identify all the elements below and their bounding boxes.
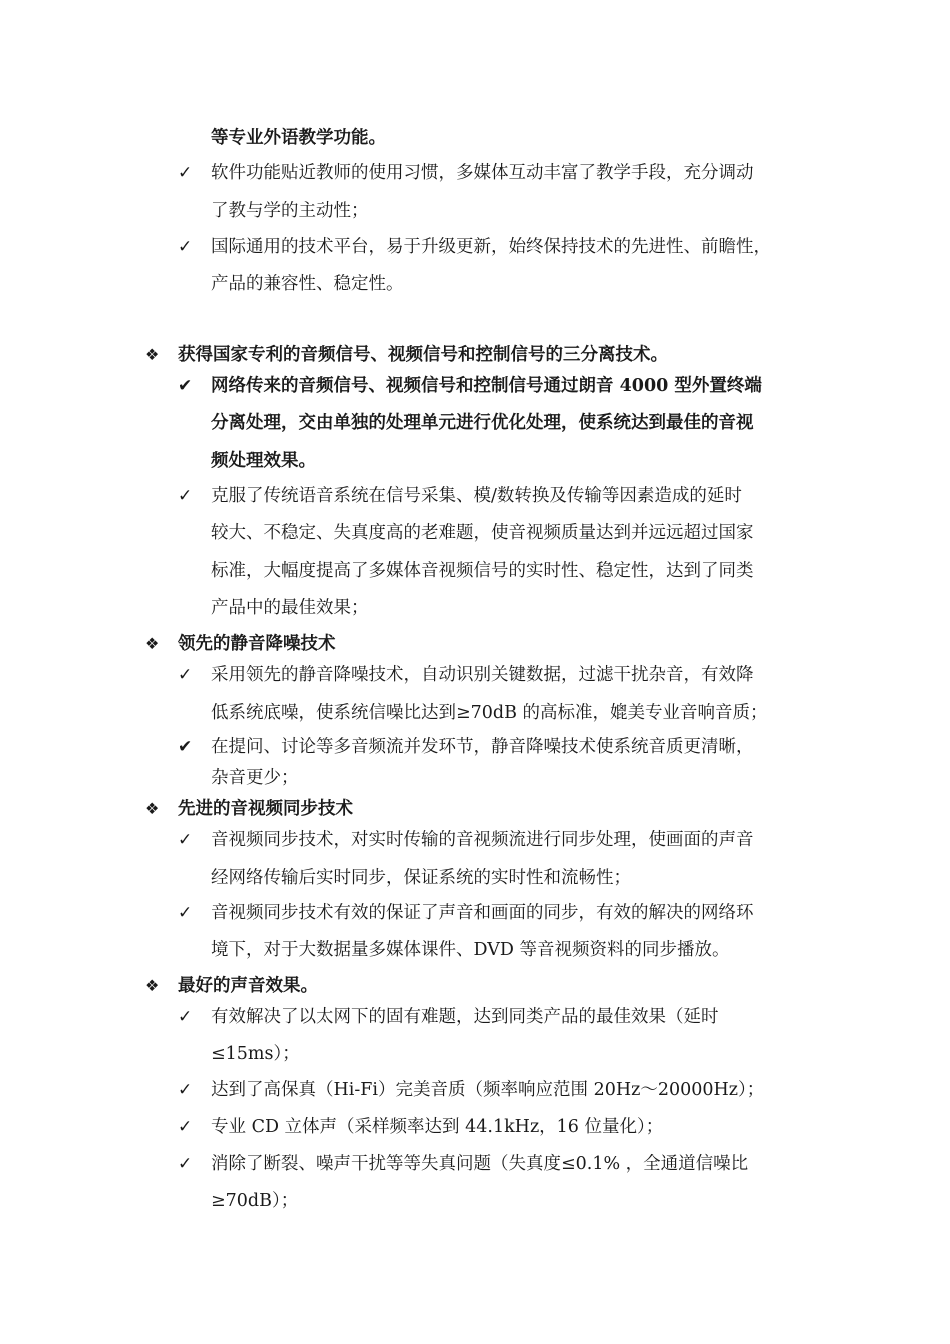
check-icon: ✓ bbox=[178, 237, 193, 257]
diamond-icon: ❖ bbox=[145, 799, 160, 818]
check-bold-icon: ✔ bbox=[178, 376, 193, 396]
bullet-line: 有效解决了以太网下的固有难题，达到同类产品的最佳效果（延时 bbox=[211, 1007, 719, 1027]
bullet-line: 达到了高保真（Hi-Fi）完美音质（频率响应范围 20Hz～20000Hz）； bbox=[211, 1080, 765, 1100]
bullet-line: 产品中的最佳效果； bbox=[211, 598, 369, 618]
check-icon: ✓ bbox=[178, 1007, 193, 1027]
bullet-line: 频处理效果。 bbox=[211, 451, 316, 471]
check-icon: ✓ bbox=[178, 1080, 193, 1100]
bullet-line: 产品的兼容性、稳定性。 bbox=[211, 274, 404, 294]
bullet-line: 国际通用的技术平台，易于升级更新，始终保持技术的先进性、前瞻性， bbox=[211, 237, 771, 257]
diamond-icon: ❖ bbox=[145, 345, 160, 364]
bullet-line: 在提问、讨论等多音频流并发环节，静音降噪技术使系统音质更清晰， bbox=[211, 737, 754, 757]
bullet-line: 经网络传输后实时同步，保证系统的实时性和流畅性； bbox=[211, 868, 631, 888]
check-icon: ✓ bbox=[178, 903, 193, 923]
check-icon: ✓ bbox=[178, 665, 193, 685]
bullet-line: 较大、不稳定、失真度高的老难题，使音视频质量达到并远远超过国家 bbox=[211, 523, 754, 543]
bullet-line: 软件功能贴近教师的使用习惯，多媒体互动丰富了教学手段，充分调动 bbox=[211, 163, 754, 183]
bullet-line: 分离处理，交由单独的处理单元进行优化处理，使系统达到最佳的音视 bbox=[211, 413, 754, 433]
bullet-line: 专业 CD 立体声（采样频率达到 44.1kHz，16 位量化）； bbox=[211, 1117, 664, 1137]
diamond-icon: ❖ bbox=[145, 976, 160, 995]
bullet-line: 低系统底噪，使系统信噪比达到≥70dB 的高标准，媲美专业音响音质； bbox=[211, 703, 768, 723]
check-icon: ✓ bbox=[178, 1154, 193, 1174]
section-heading: 最好的声音效果。 bbox=[178, 976, 318, 996]
section-heading: 先进的音视频同步技术 bbox=[178, 799, 353, 819]
bullet-line: 杂音更少； bbox=[211, 768, 299, 788]
bullet-line: 网络传来的音频信号、视频信号和控制信号通过朗音 4000 型外置终端 bbox=[211, 376, 762, 396]
bullet-line: 音视频同步技术，对实时传输的音视频流进行同步处理，使画面的声音 bbox=[211, 830, 754, 850]
bullet-line: 克服了传统语音系统在信号采集、模/数转换及传输等因素造成的延时 bbox=[211, 486, 742, 506]
bullet-line: 标准，大幅度提高了多媒体音视频信号的实时性、稳定性，达到了同类 bbox=[211, 561, 754, 581]
bullet-line: ≤15ms）； bbox=[211, 1044, 300, 1064]
check-icon: ✓ bbox=[178, 1117, 193, 1137]
check-icon: ✓ bbox=[178, 486, 193, 506]
continuation-text: 等专业外语教学功能。 bbox=[211, 128, 386, 148]
bullet-line: 音视频同步技术有效的保证了声音和画面的同步，有效的解决的网络环 bbox=[211, 903, 754, 923]
check-bold-icon: ✔ bbox=[178, 737, 193, 757]
bullet-line: 了教与学的主动性； bbox=[211, 201, 369, 221]
check-icon: ✓ bbox=[178, 163, 193, 183]
bullet-line: ≥70dB）； bbox=[211, 1191, 299, 1211]
section-heading: 领先的静音降噪技术 bbox=[178, 634, 336, 654]
bullet-line: 消除了断裂、噪声干扰等等失真问题（失真度≤0.1% ，全通道信噪比 bbox=[211, 1154, 749, 1174]
check-icon: ✓ bbox=[178, 830, 193, 850]
bullet-line: 境下，对于大数据量多媒体课件、DVD 等音视频资料的同步播放。 bbox=[211, 940, 730, 960]
diamond-icon: ❖ bbox=[145, 634, 160, 653]
bullet-line: 采用领先的静音降噪技术，自动识别关键数据，过滤干扰杂音，有效降 bbox=[211, 665, 754, 685]
section-heading: 获得国家专利的音频信号、视频信号和控制信号的三分离技术。 bbox=[178, 345, 668, 365]
